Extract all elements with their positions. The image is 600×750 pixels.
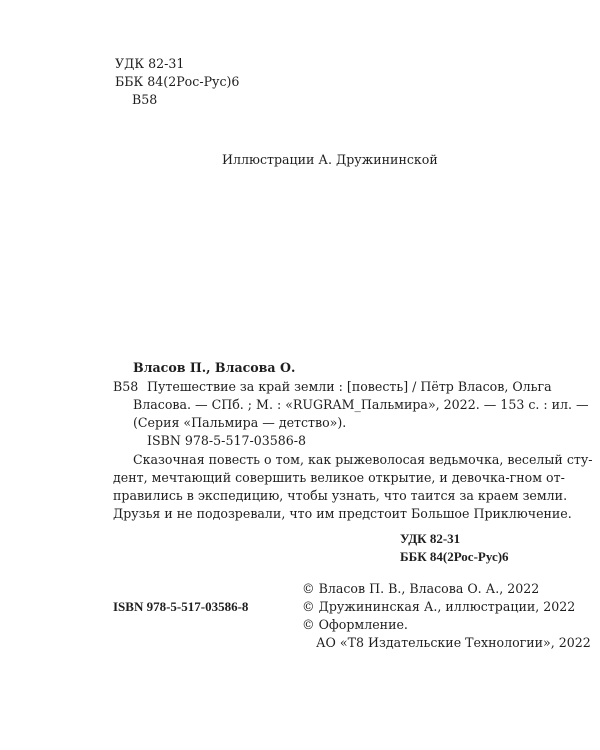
- bbk-code: ББК 84(2Рос-Рус)6: [115, 74, 240, 89]
- illustrator-note: Иллюстрации А. Дружининской: [222, 152, 438, 167]
- copyright-line-2: © Дружининская А., иллюстрации, 2022: [302, 599, 576, 614]
- copyright-line-1: © Власов П. В., Власова О. А., 2022: [302, 581, 540, 596]
- copyright-line-4: АО «Т8 Издательские Технологии», 2022: [316, 635, 591, 650]
- copyright-line-3: © Оформление.: [302, 617, 408, 632]
- record-author-mark: В58: [113, 379, 139, 394]
- description-line-3: (Серия «Пальмира — детство»).: [133, 415, 347, 430]
- annotation-line-4: Друзья и не подозревали, что им предстоит Большое Приключение.: [113, 506, 572, 521]
- description-line-2: Власова. — СПб. ; М. : «RUGRAM_Пальмира», 2022. — 153 с. : ил. —: [133, 397, 589, 412]
- author-mark: В58: [132, 92, 158, 107]
- annotation-line-3: правились в экспедицию, чтобы узнать, что таится за краем земли.: [113, 488, 568, 503]
- record-isbn: ISBN 978-5-517-03586-8: [147, 433, 307, 448]
- footer-isbn: ISBN 978-5-517-03586-8: [113, 599, 249, 614]
- authors-heading: Власов П., Власова О.: [133, 360, 296, 375]
- annotation-line-1: Сказочная повесть о том, как рыжеволосая ведьмочка, веселый сту-: [133, 452, 593, 467]
- bottom-bbk-code: ББК 84(2Рос-Рус)6: [400, 549, 509, 564]
- description-line-1: Путешествие за край земли : [повесть] / Пётр Власов, Ольга: [147, 379, 552, 394]
- annotation-line-2: дент, мечтающий совершить великое открытие, и девочка-гном от-: [113, 470, 565, 485]
- bottom-udk-code: УДК 82-31: [400, 531, 461, 546]
- udk-code: УДК 82-31: [115, 56, 185, 71]
